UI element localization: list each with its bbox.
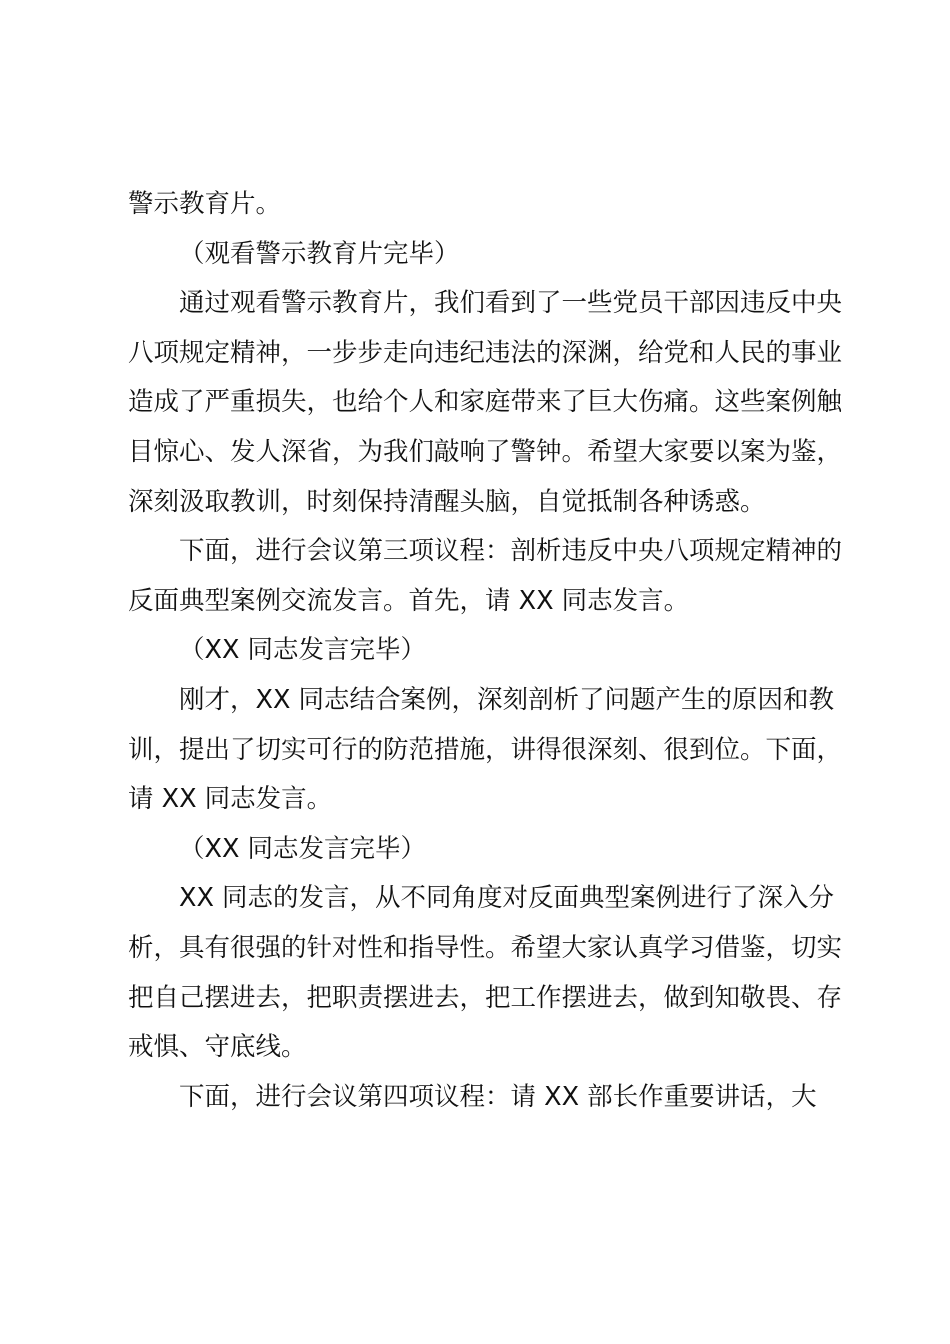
paragraph-agenda-item-4: 下面，进行会议第四项议程：请 XX 部长作重要讲话，大	[179, 1081, 817, 1112]
paragraph-body: 刚才，XX 同志结合案例，深刻剖析了问题产生的原因和教训，提出了切实可行的防范措施，讲得很深刻、很到位。下面，请 XX 同志发言。	[128, 684, 843, 815]
paragraph-stage-note: （XX 同志发言完毕）	[179, 833, 427, 864]
paragraph-body: 通过观看警示教育片，我们看到了一些党员干部因违反中央八项规定精神，一步步走向违纪违法的深渊，给党和人民的事业造成了严重损失，也给个人和家庭带来了巨大伤痛。这些案例触目惊心、发人深省，为我们敲响了警钟。希望大家要以案为鉴，深刻汲取教训，时刻保持清醒头脑，自觉抵制各种诱惑。	[128, 288, 843, 517]
document-body	[128, 180, 853, 1122]
paragraph-stage-note: （XX 同志发言完毕）	[179, 635, 427, 666]
paragraph-continuation: 警示教育片。	[128, 189, 282, 219]
paragraph-stage-note: （观看警示教育片完毕）	[179, 238, 460, 269]
paragraph-body: XX 同志的发言，从不同角度对反面典型案例进行了深入分析，具有很强的针对性和指导性。希望大家认真学习借鉴，切实把自己摆进去，把职责摆进去，把工作摆进去，做到知敬畏、存戒惧、守底线。	[128, 883, 843, 1063]
paragraph-agenda-item-3: 下面，进行会议第三项议程：剖析违反中央八项规定精神的反面典型案例交流发言。首先，请 XX 同志发言。	[128, 536, 843, 616]
